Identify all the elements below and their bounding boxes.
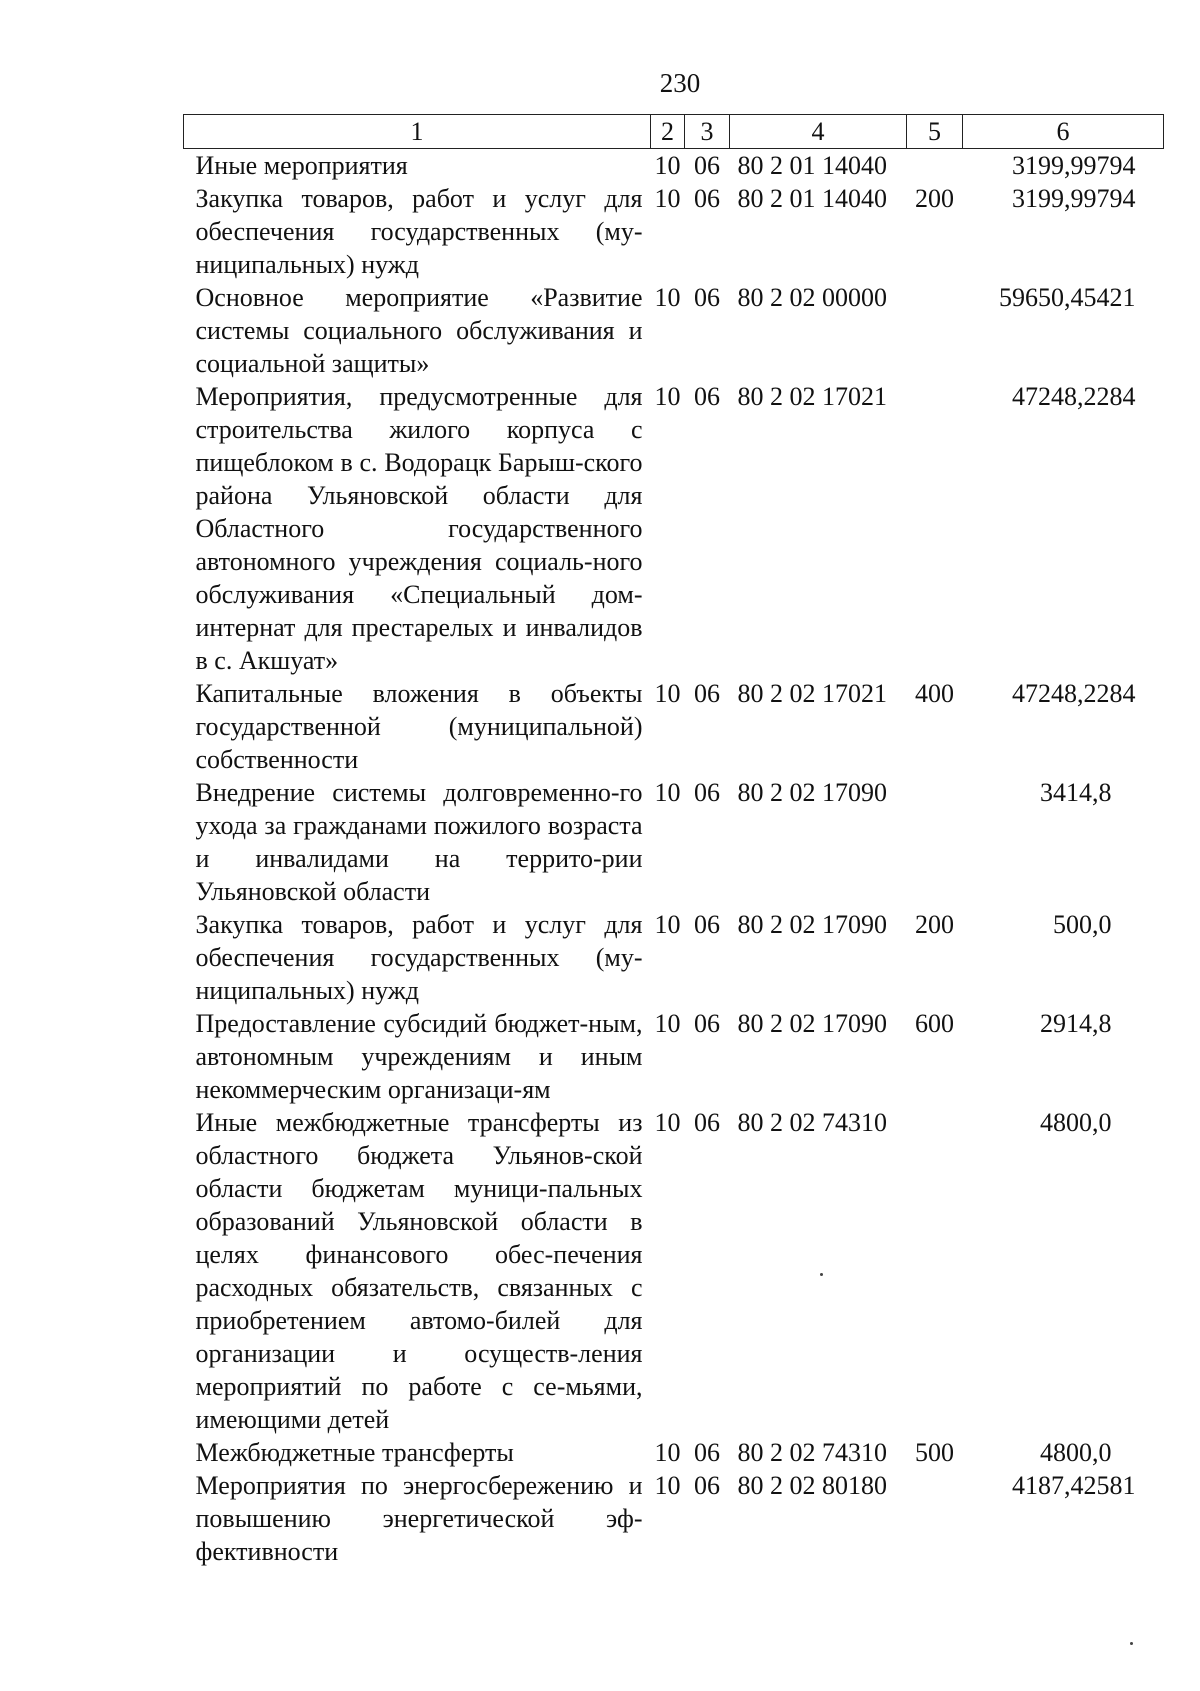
row-amount: 3414,8 xyxy=(1040,778,1112,807)
row-code-subsection: 06 xyxy=(694,679,720,708)
column-header: 2 xyxy=(651,115,685,149)
row-target-article: 80 2 02 17021 xyxy=(737,382,887,411)
row-code-section: 10 xyxy=(654,778,681,807)
row-name: Мероприятия по энергосбережению и повышению энергетической эф-фективности xyxy=(195,1471,643,1566)
row-code-subsection: 06 xyxy=(694,151,720,180)
row-code-section: 10 xyxy=(654,1009,681,1038)
row-expense-type: 200 xyxy=(915,910,954,939)
row-name: Иные межбюджетные трансферты из областного бюджета Ульянов-ской области бюджетам муници-пальных образований Ульяновской области в целях финансового обес-печения расходных обязательств, связанных с приобретением автомо-билей для организации и осуществ-ления мероприятий по работе с се-мьями, имеющими детей xyxy=(195,1108,643,1434)
row-code-subsection: 06 xyxy=(694,1438,720,1467)
scan-speck xyxy=(820,1273,823,1276)
row-code-subsection: 06 xyxy=(694,1108,720,1137)
row-target-article: 80 2 02 17090 xyxy=(737,910,887,939)
row-code-section: 10 xyxy=(654,382,681,411)
row-code-subsection: 06 xyxy=(694,184,720,213)
row-target-article: 80 2 02 74310 xyxy=(737,1108,887,1137)
scan-speck xyxy=(1130,1642,1133,1645)
row-name: Внедрение системы долговременно-го ухода за гражданами пожилого возраста и инвалидами на террито-рии Ульяновской области xyxy=(195,778,643,906)
row-expense-type xyxy=(907,776,963,908)
table-row xyxy=(184,380,1164,677)
row-target-article: 80 2 02 17090 xyxy=(737,1009,887,1038)
row-name: Мероприятия, предусмотренные для строительства жилого корпуса с пищеблоком в с. Водорацк Барыш-ского района Ульяновской области для Областного государственного автономного учреждения социаль-ного обслуживания «Специальный дом-интернат для престарелых и инвалидов в с. Акшуат» xyxy=(195,382,643,675)
row-target-article: 80 2 02 00000 xyxy=(737,283,887,312)
row-code-section: 10 xyxy=(654,910,681,939)
row-expense-type xyxy=(907,149,963,183)
row-name: Закупка товаров, работ и услуг для обеспечения государственных (му-ниципальных) нужд xyxy=(195,910,643,1005)
row-expense-type xyxy=(907,1469,963,1568)
row-code-subsection: 06 xyxy=(694,778,720,807)
row-target-article: 80 2 01 14040 xyxy=(737,151,887,180)
row-amount: 3199,99794 xyxy=(1012,151,1136,180)
row-expense-type: 500 xyxy=(915,1438,954,1467)
row-code-subsection: 06 xyxy=(694,910,720,939)
row-code-section: 10 xyxy=(654,184,681,213)
row-expense-type xyxy=(907,380,963,677)
column-header: 5 xyxy=(907,115,963,149)
column-header: 1 xyxy=(184,115,651,149)
row-amount: 4800,0 xyxy=(1040,1438,1112,1467)
table-row xyxy=(184,281,1164,380)
row-code-subsection: 06 xyxy=(694,283,720,312)
table-row xyxy=(184,908,1164,1007)
table-row xyxy=(184,149,1164,183)
row-code-section: 10 xyxy=(654,283,681,312)
row-amount: 500,0 xyxy=(1053,910,1112,939)
table-row xyxy=(184,677,1164,776)
row-amount: 4187,42581 xyxy=(1012,1471,1136,1500)
column-header: 4 xyxy=(730,115,907,149)
table-row xyxy=(184,776,1164,908)
row-name: Межбюджетные трансферты xyxy=(195,1438,514,1467)
table-row xyxy=(184,1106,1164,1436)
table-row xyxy=(184,182,1164,281)
budget-table xyxy=(183,114,1164,1568)
row-target-article: 80 2 02 17021 xyxy=(737,679,887,708)
row-name: Капитальные вложения в объекты государственной (муниципальной) собственности xyxy=(195,679,643,774)
row-code-section: 10 xyxy=(654,679,681,708)
row-expense-type xyxy=(907,1106,963,1436)
row-amount: 4800,0 xyxy=(1040,1108,1112,1137)
row-amount: 2914,8 xyxy=(1040,1009,1112,1038)
row-name: Иные мероприятия xyxy=(195,151,408,180)
table-row xyxy=(184,1007,1164,1106)
table-row xyxy=(184,1469,1164,1568)
row-name: Закупка товаров, работ и услуг для обеспечения государственных (му-ниципальных) нужд xyxy=(195,184,643,279)
row-expense-type: 400 xyxy=(915,679,954,708)
column-header: 3 xyxy=(685,115,730,149)
row-target-article: 80 2 02 17090 xyxy=(737,778,887,807)
row-amount: 47248,2284 xyxy=(1012,679,1136,708)
row-amount: 47248,2284 xyxy=(1012,382,1136,411)
row-code-subsection: 06 xyxy=(694,382,720,411)
row-target-article: 80 2 02 80180 xyxy=(737,1471,887,1500)
column-header: 6 xyxy=(963,115,1164,149)
row-expense-type xyxy=(907,281,963,380)
row-code-subsection: 06 xyxy=(694,1009,720,1038)
row-code-subsection: 06 xyxy=(694,1471,720,1500)
header-row xyxy=(184,115,1164,149)
row-expense-type: 600 xyxy=(915,1009,954,1038)
row-amount: 59650,45421 xyxy=(999,283,1136,312)
row-code-section: 10 xyxy=(654,1108,681,1137)
row-target-article: 80 2 02 74310 xyxy=(737,1438,887,1467)
row-name: Основное мероприятие «Развитие системы социального обслуживания и социальной защиты» xyxy=(195,283,643,378)
row-expense-type: 200 xyxy=(915,184,954,213)
table-header xyxy=(184,115,1164,149)
row-amount: 3199,99794 xyxy=(1012,184,1136,213)
row-code-section: 10 xyxy=(654,1471,681,1500)
row-code-section: 10 xyxy=(654,151,681,180)
row-code-section: 10 xyxy=(654,1438,681,1467)
row-name: Предоставление субсидий бюджет-ным, автономным учреждениям и иным некоммерческим организаци-ям xyxy=(195,1009,643,1104)
table-body xyxy=(184,149,1164,1569)
row-target-article: 80 2 01 14040 xyxy=(737,184,887,213)
page-number: 230 xyxy=(659,68,701,98)
table-row xyxy=(184,1436,1164,1469)
